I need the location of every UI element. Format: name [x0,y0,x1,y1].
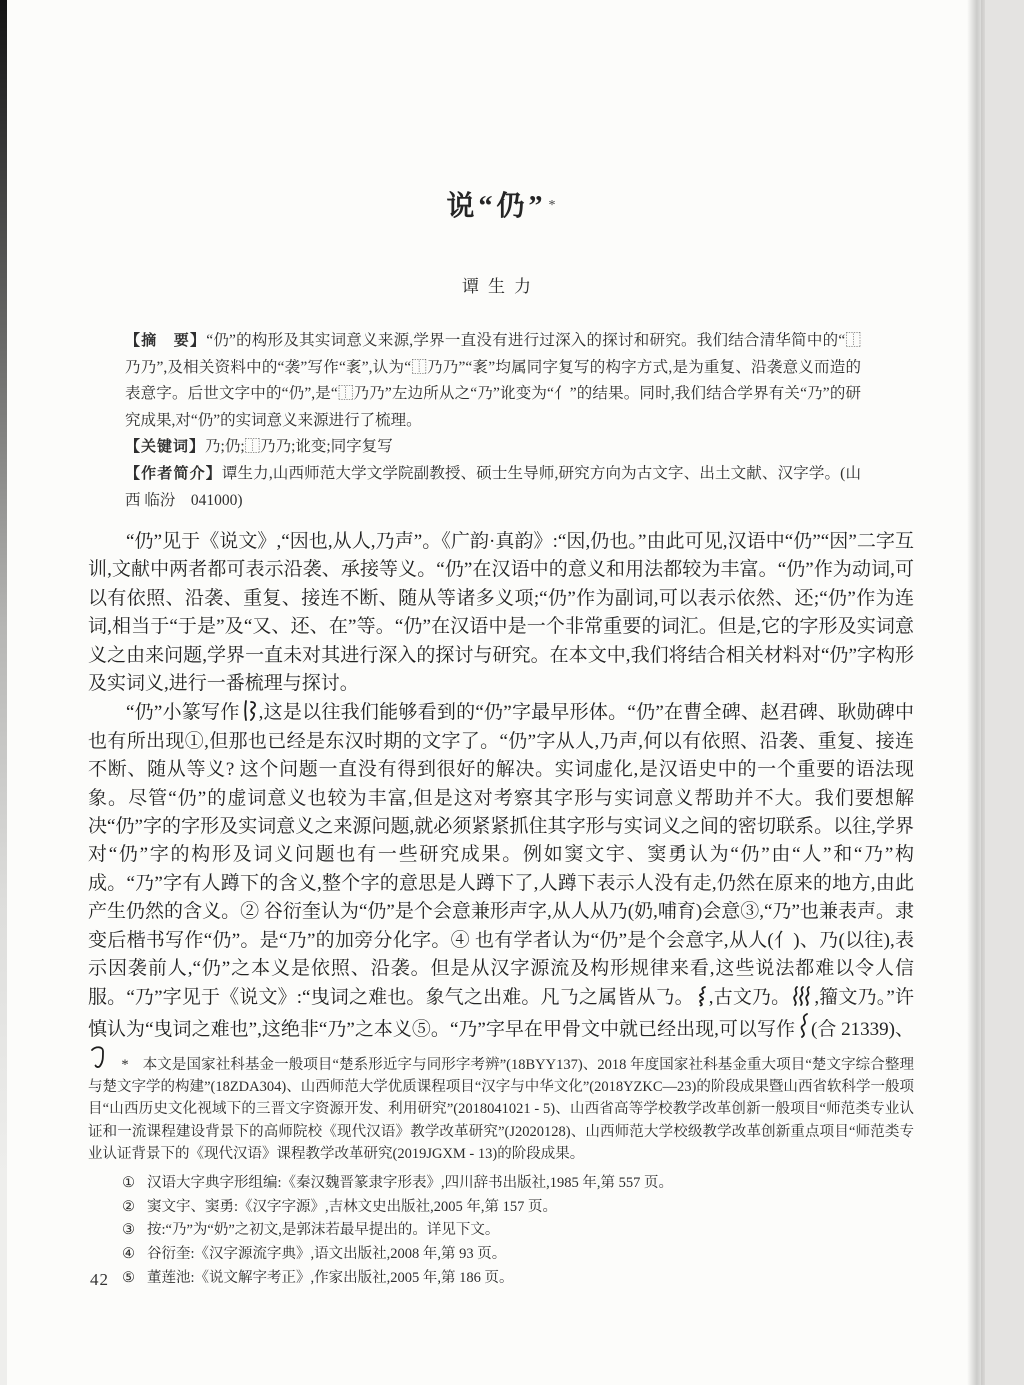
footnote-list [88,1172,914,1289]
abstract-text: “仍”的构形及其实词意义来源,学界一直没有进行过深入的探讨和研究。我们结合清华简中的“⿰乃乃”,及相关资料中的“袭”写作“袲”,认为“⿰乃乃”“袲”均属同字复写的构字方式,是为重复、沿袭意义而造的表意字。后世文字中的“仍”,是“⿰乃乃”左边所从之“乃”讹变为“亻”的结果。同时,我们结合学界有关“乃”的研究成果,对“仍”的实词意义来源进行了梳理。 [125,332,861,429]
abstract [125,328,861,434]
abstract-label: 【摘 要】 [125,332,207,349]
footnote-item [88,1196,914,1218]
footnote-marker: ⑤ [122,1269,135,1286]
footnote-item [88,1267,914,1289]
author-bio [125,461,861,514]
keywords-text: 乃;仍;⿰乃乃;讹变;同字复写 [205,438,393,456]
oracle-nai-glyph-1 [796,1012,810,1039]
page-number: 42 [90,1270,109,1289]
scan-binding-edge [0,0,7,1385]
funding-footnote-marker: * [121,1057,129,1073]
footnote-marker: ① [122,1175,135,1192]
footnote-marker: ④ [122,1246,135,1263]
footnote-text: 汉语大字典字形组编:《秦汉魏晋篆隶字形表》,四川辞书出版社,1985 年,第 557 页。 [147,1175,674,1192]
footnote-marker: ② [122,1198,135,1215]
title-block [88,184,914,224]
footnote-text: 谷衍奎:《汉字源流字典》,语文出版社,2008 年,第 93 页。 [147,1246,507,1263]
seal-script-reng-glyph [241,698,258,722]
page-curl-shadow [967,0,985,1385]
footnotes-section [88,1054,914,1291]
p2-segment-2: ,这是以往我们能够看到的“仍”字最早形体。“仍”在曹全碑、赵君碑、耿勋碑中也有所出现①,但那也已经是东汉时期的文字了。“仍”字从人,乃声,何以有依照、沿袭、重复、接连不断、随从等义? 这个问题一直没有得到很好的解决。实词虚化,是汉语史中的一个重要的语法现象。尽管“仍”的虚词意义也较为丰富,但是这对考察其字形与实词意义帮助并不大。我们要想解决“仍”字的字形及实词意义之来源问题,就必须紧紧抓住其字形与实词义之间的密切联系。以往,学界对“仍”字的构形及词义问题也有一些研究成果。例如窦文宇、窦勇认为“仍”由“人”和“乃”构成。“乃”字有人蹲下的含义,整个字的意思是人蹲下了,人蹲下表示人没有走,仍然在原来的地方,由此产生仍然的含义。② 谷衍奎认为“仍”是个会意兼形声字,从人从乃(奶,哺育)会意③,“乃”也兼表声。隶变后楷书写作“仍”。是“乃”的加旁分化字。④ 也有学者认为“仍”是个会意字,从人(亻)、乃(以往),表示因袭前人,“仍”之本义是依照、沿袭。但是从汉字源流及构形规律来看,这些说法都难以令人信服。“乃”字见于《说文》:“曳词之难也。象气之出难。凡𠄎之属皆从𠄎。 [88,702,915,1008]
funding-footnote [88,1054,914,1165]
footnote-item [88,1172,914,1194]
p2-segment-3: ,古文乃。 [708,986,791,1008]
footnote-text: 按:“乃”为“奶”之初文,是郭沫若最早提出的。详见下文。 [147,1222,500,1239]
funding-footnote-text: 本文是国家社科基金一般项目“楚系形近字与同形字考辨”(18BYY137)、2018 年度国家社科基金重大项目“楚文字综合整理与楚文字学的构建”(18ZDA304)、山西师范大学优质课程项目“汉字与中华文化”(2018YZKC—23)的阶段成果暨山西省软科学一般项目“山西历史文化视域下的三晋文字资源开发、利用研究”(2018041021 - 5)、山西省高等学校教学改革创新一般项目“师范类专业认证和一流课程建设背景下的高师院校《现代汉语》教学改革研究”(J2020128)、山西师范大学校级教学改革创新重点项目“师范类专业认证背景下的《现代汉语》课程教学改革研究(2019JGXM - 13)的阶段成果。 [88,1057,914,1162]
keywords-label: 【关键词】 [125,438,206,456]
article-body [88,528,914,1077]
footnote-text: 董莲池:《说文解字考正》,作家出版社,2005 年,第 186 页。 [147,1269,514,1286]
author-bio-text: 谭生力,山西师范大学文学院副教授、硕士生导师,研究方向为古文字、出土文献、汉字学。(山西 临汾 041000) [125,464,861,509]
keywords [125,434,861,461]
zhouwen-nai-glyph [791,985,813,1007]
footnote-item [88,1219,914,1241]
footnote-text: 窦文宇、窦勇:《汉字字源》,吉林文史出版社,2005 年,第 157 页。 [147,1198,558,1215]
title-footnote-marker: * [548,197,556,213]
body-paragraph-2 [88,698,914,1076]
author-name: 谭生力 [462,277,540,296]
footnote-item [88,1243,914,1265]
body-paragraph-1: “仍”见于《说文》,“因也,从人,乃声”。《广韵·真韵》:“因,仍也。”由此可见,汉语中“仍”“因”二字互训,文献中两者都可表示沿袭、承接等义。“仍”在汉语中的意义和用法都较为丰富。“仍”作为动词,可以有依照、沿袭、重复、接连不断、随从等诸多义项;“仍”作为副词,可以表示依然、还;“仍”作为连词,相当于“于是”及“又、还、在”等。“仍”在汉语中是一个非常重要的词汇。但是,它的字形及实词意义之由来问题,学界一直未对其进行深入的探讨与研究。在本文中,我们将结合相关材料对“仍”字构形及实词义,进行一番梳理与探讨。 [88,531,914,695]
author-block [88,272,914,297]
p2-segment-4: ,籀文乃。”许慎认为“曳词之难也”,这绝非“乃”之本义⑤。“乃”字早在甲骨文中就已经出现,可以写作 [88,986,914,1040]
p2-segment-1: “仍”小篆写作 [126,702,240,724]
guwen-nai-glyph [695,985,708,1007]
front-matter [125,328,861,514]
author-bio-label: 【作者简介】 [125,464,222,482]
p2-segment-5: (合 21339)、 [811,1018,914,1040]
page-title: 说“仍” [446,191,547,222]
footnote-marker: ③ [122,1222,135,1239]
